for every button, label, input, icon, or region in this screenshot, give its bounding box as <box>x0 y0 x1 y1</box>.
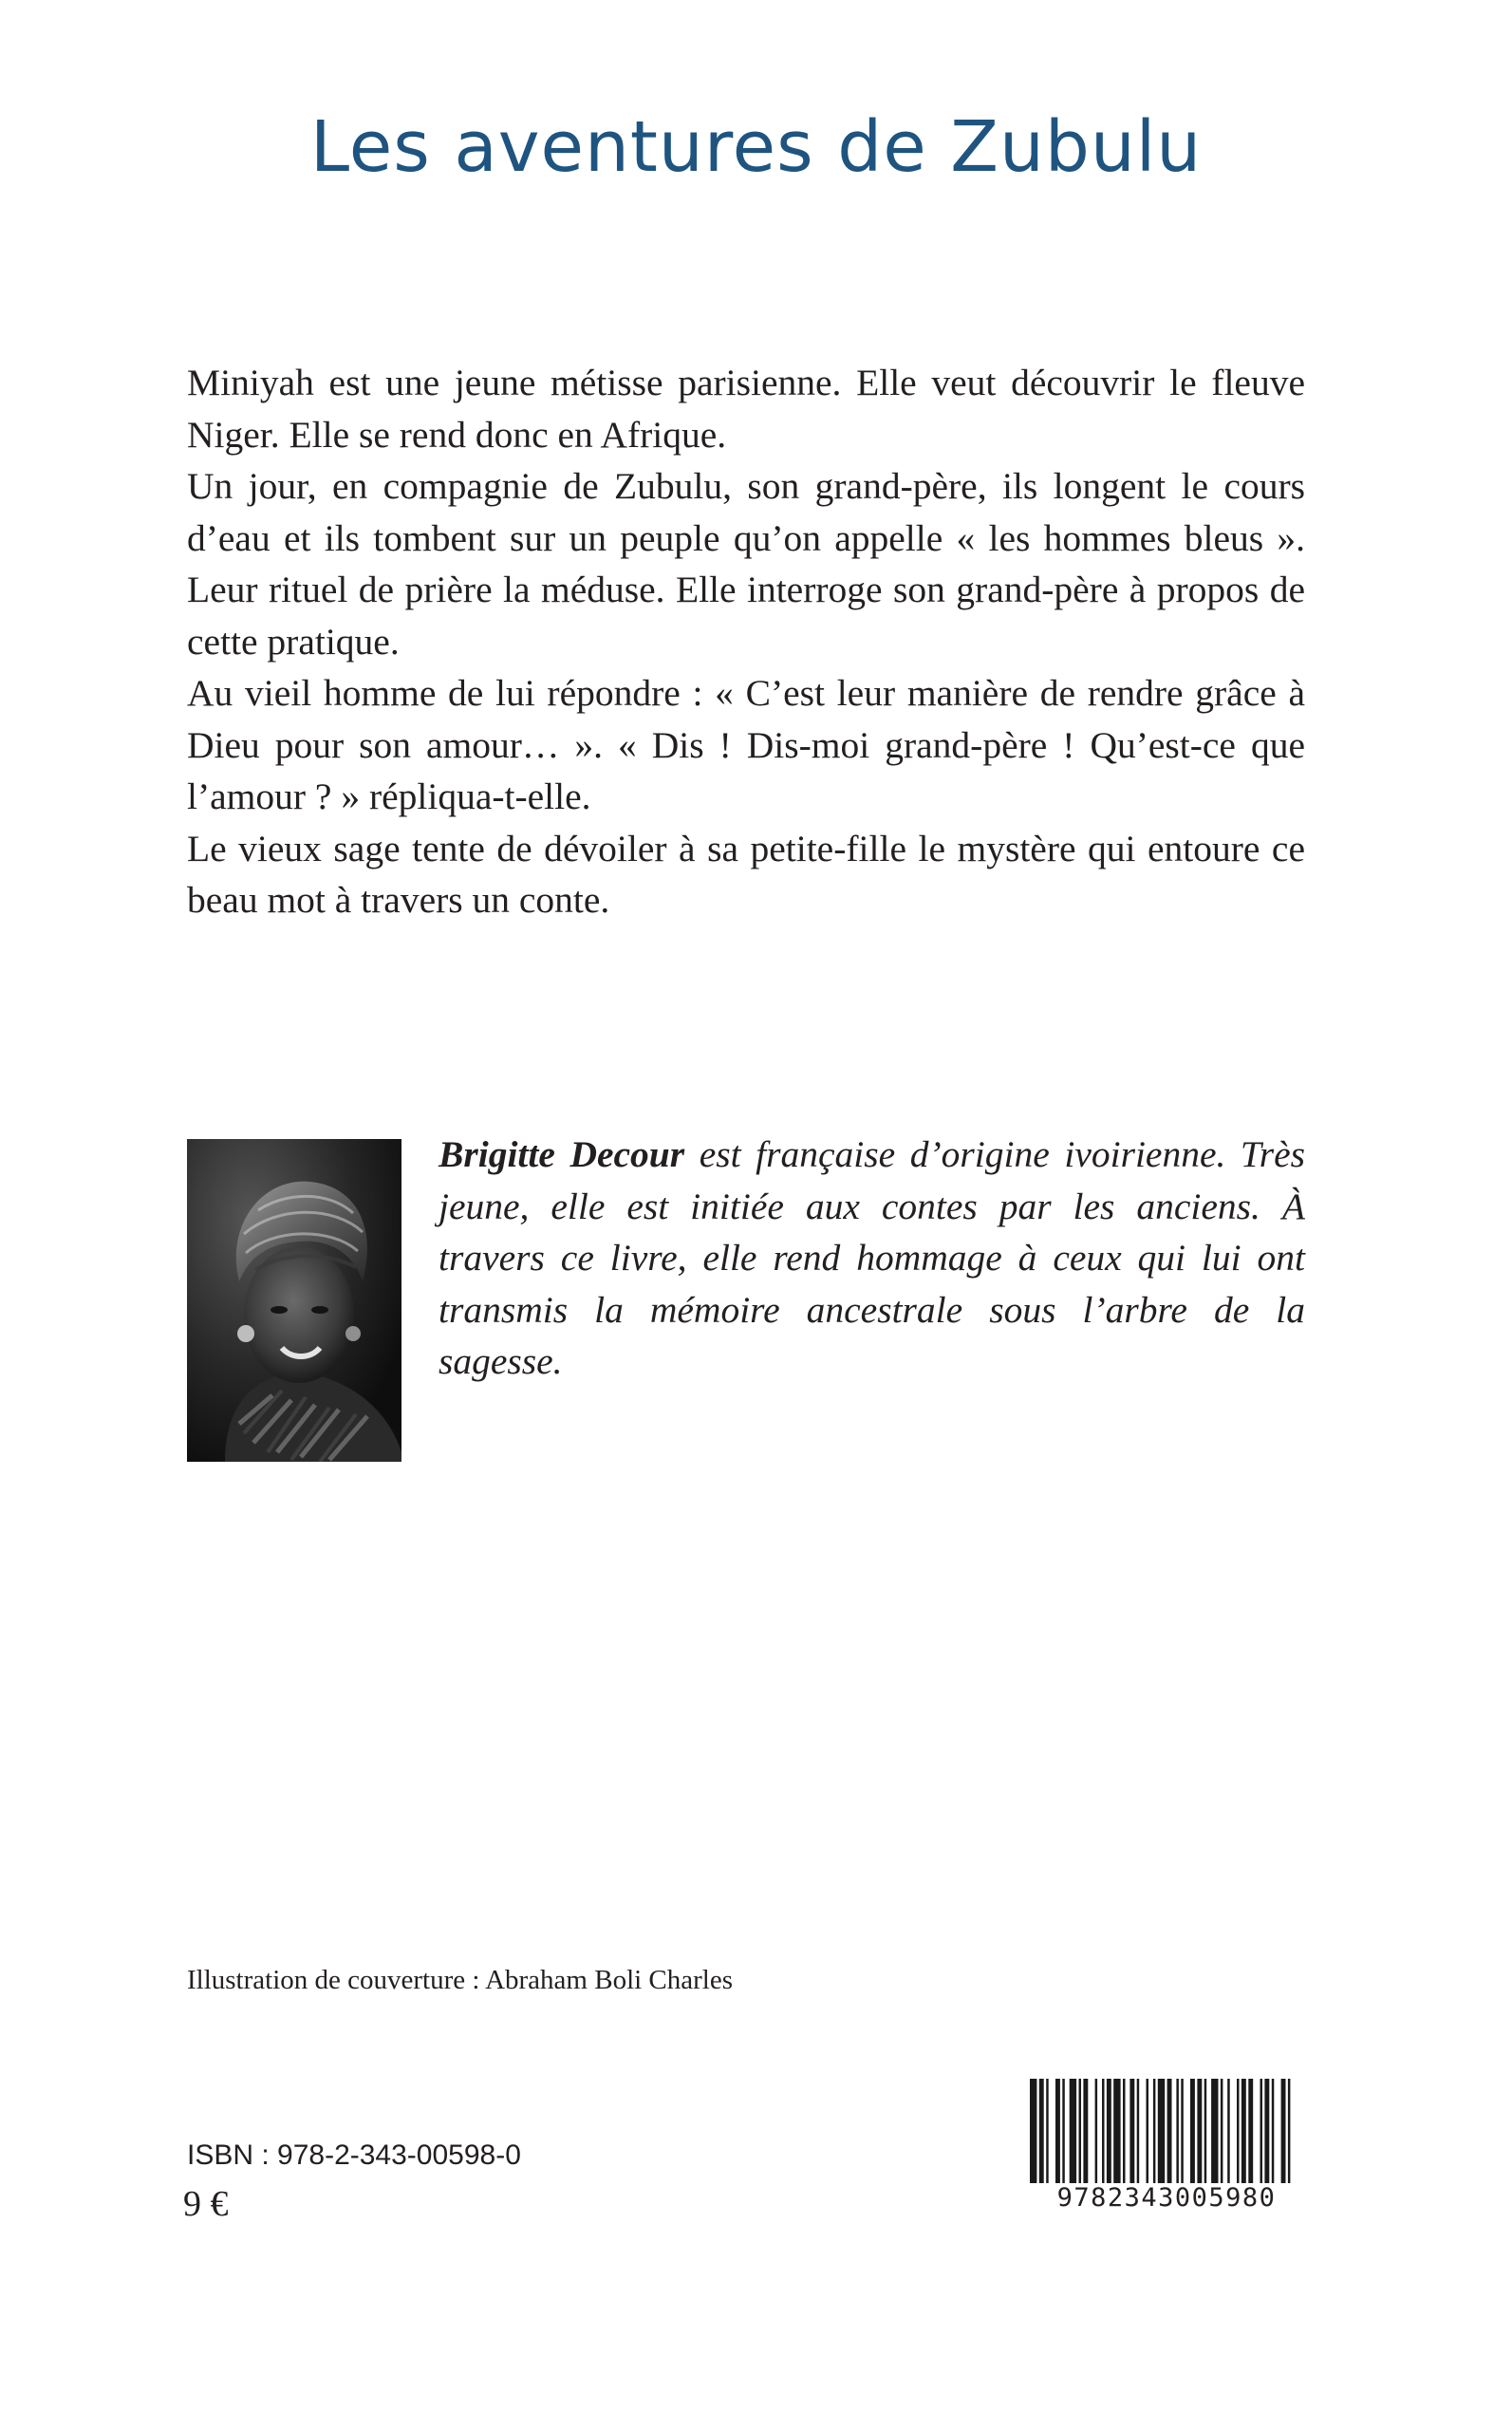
barcode-bar <box>1176 2079 1179 2185</box>
barcode-bar <box>1281 2079 1286 2185</box>
barcode-bar <box>1264 2079 1269 2185</box>
author-bio <box>439 1129 1305 1388</box>
author-name: Brigitte Decour <box>439 1133 685 1175</box>
author-photo <box>187 1139 401 1462</box>
barcode-bar <box>1030 2079 1036 2185</box>
barcode-bar <box>1221 2079 1223 2185</box>
barcode-bar <box>1107 2079 1111 2185</box>
barcode-bar <box>1167 2079 1172 2185</box>
back-cover-blurb <box>187 357 1305 926</box>
barcode-bar <box>1153 2079 1156 2185</box>
barcode <box>1024 2079 1309 2216</box>
barcode-bar <box>1204 2079 1207 2185</box>
barcode-bar <box>1129 2079 1134 2185</box>
barcode-bar <box>1181 2079 1184 2185</box>
barcode-digits: 9782343005980 <box>1024 2183 1309 2214</box>
price: 9 € <box>183 2184 229 2224</box>
cover-illustration-credit: Illustration de couverture : Abraham Boli Charles <box>187 1965 734 1995</box>
blurb-paragraph: Miniyah est une jeune métisse parisienne. Elle veut découvrir le fleuve Niger. Elle se rend donc en Afrique. <box>187 362 1305 456</box>
barcode-bar <box>1190 2079 1195 2185</box>
barcode-bar <box>1237 2079 1240 2185</box>
barcode-bar <box>1095 2079 1098 2185</box>
barcode-bar <box>1197 2079 1202 2185</box>
barcode-bar <box>1070 2079 1076 2185</box>
barcode-bar <box>1288 2079 1291 2185</box>
barcode-bar <box>1062 2079 1065 2185</box>
barcode-bar <box>1123 2079 1126 2185</box>
barcode-bar <box>1083 2079 1088 2185</box>
barcode-bar <box>1147 2079 1149 2185</box>
barcode-bar <box>1137 2079 1140 2185</box>
barcode-bar <box>1039 2079 1044 2185</box>
barcode-bar <box>1046 2079 1049 2185</box>
barcode-bar <box>1079 2079 1082 2185</box>
blurb-paragraph: Le vieux sage tente de dévoiler à sa petite-fille le mystère qui entoure ce beau mot à travers un conte. <box>187 827 1305 921</box>
barcode-bar <box>1248 2079 1253 2185</box>
barcode-bar <box>1211 2079 1218 2185</box>
barcode-bars <box>1024 2079 1309 2185</box>
blurb-paragraph: Au vieil homme de lui répondre : « C’est leur manière de rendre grâce à Dieu pour son amour… ». « Dis ! Dis-moi grand-père ! Qu’est-ce que l’amour ? » répliqua-t-elle. <box>187 672 1305 817</box>
barcode-bar <box>1241 2079 1246 2185</box>
barcode-bar <box>1227 2079 1230 2185</box>
barcode-bar <box>1102 2079 1105 2185</box>
blurb-paragraph: Un jour, en compagnie de Zubulu, son grand-père, ils longent le cours d’eau et ils tombent sur un peuple qu’on appelle « les hommes bleus ». Leur rituel de prière la méduse. Elle interroge son grand-père à propos de cette pratique. <box>187 465 1305 663</box>
barcode-bar <box>1272 2079 1275 2185</box>
barcode-bar <box>1260 2079 1263 2185</box>
isbn: ISBN : 978-2-343-00598-0 <box>187 2139 521 2171</box>
author-bio-text: est française d’origine ivoirienne. Très jeune, elle est initiée aux contes par les anciens. À travers ce livre, elle rend hommage à ceux qui lui ont transmis la mémoire ancestrale sous l’arbre de la sagesse. <box>439 1133 1305 1382</box>
book-title: Les aventures de Zubulu <box>309 106 1203 188</box>
barcode-bar <box>1113 2079 1120 2185</box>
barcode-bar <box>1055 2079 1060 2185</box>
barcode-bar <box>1158 2079 1165 2185</box>
